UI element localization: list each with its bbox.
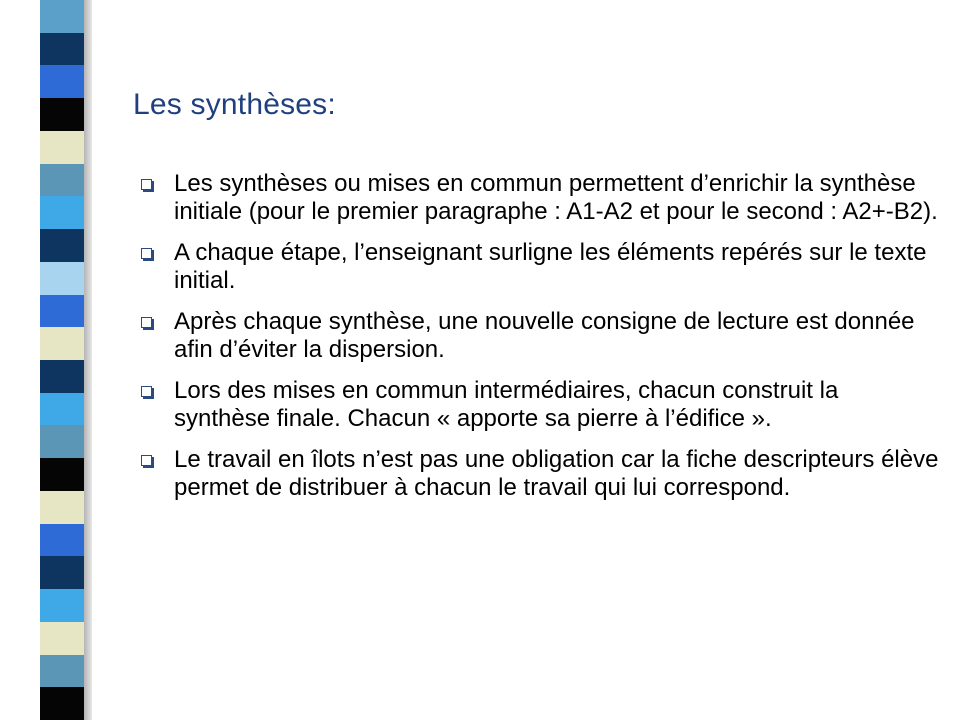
bullet-text: Après chaque synthèse, une nouvelle consigne de lecture est donnée afin d’éviter la dispersion. xyxy=(174,308,915,363)
stripe-block xyxy=(40,425,84,458)
decorative-stripe-bar xyxy=(0,0,100,720)
stripe-block xyxy=(40,687,84,720)
bullet-text: Le travail en îlots n’est pas une obligation car la fiche descripteurs élève permet de distribuer à chacun le travail qui lui correspond. xyxy=(174,446,939,501)
stripe-block xyxy=(40,295,84,328)
stripe-block xyxy=(40,327,84,360)
stripe-block xyxy=(40,556,84,589)
bullet-text: A chaque étape, l’enseignant surligne les éléments repérés sur le texte initial. xyxy=(174,239,927,294)
stripe-block xyxy=(40,655,84,688)
slide-title: Les synthèses: xyxy=(133,88,336,121)
stripe-block xyxy=(40,98,84,131)
square-bullet-icon xyxy=(141,317,152,328)
stripe-block xyxy=(40,360,84,393)
stripe-block xyxy=(40,458,84,491)
stripe-block xyxy=(40,622,84,655)
square-bullet-icon xyxy=(141,455,152,466)
square-bullet-icon xyxy=(141,248,152,259)
square-bullet-icon xyxy=(141,179,152,190)
bullet-item xyxy=(132,239,940,295)
bullet-item xyxy=(132,170,940,226)
stripe-block xyxy=(40,393,84,426)
bullet-text: Lors des mises en commun intermédiaires, chacun construit la synthèse finale. Chacun « apporte sa pierre à l’édifice ». xyxy=(174,377,839,432)
stripe-block xyxy=(40,229,84,262)
stripe-block xyxy=(40,164,84,197)
stripe-block xyxy=(40,262,84,295)
stripe-block xyxy=(40,65,84,98)
stripe-block xyxy=(40,524,84,557)
stripe-block xyxy=(40,491,84,524)
stripe-block xyxy=(40,196,84,229)
stripe-block xyxy=(40,589,84,622)
bullet-item xyxy=(132,377,940,433)
stripe-block xyxy=(40,33,84,66)
bullet-item xyxy=(132,308,940,364)
bullet-list xyxy=(132,170,940,515)
bullet-text: Les synthèses ou mises en commun permettent d’enrichir la synthèse initiale (pour le premier paragraphe : A1-A2 et pour le second : A2+-B2). xyxy=(174,170,938,225)
square-bullet-icon xyxy=(141,386,152,397)
stripe-block xyxy=(40,0,84,33)
stripe-block xyxy=(40,131,84,164)
bullet-item xyxy=(132,446,940,502)
